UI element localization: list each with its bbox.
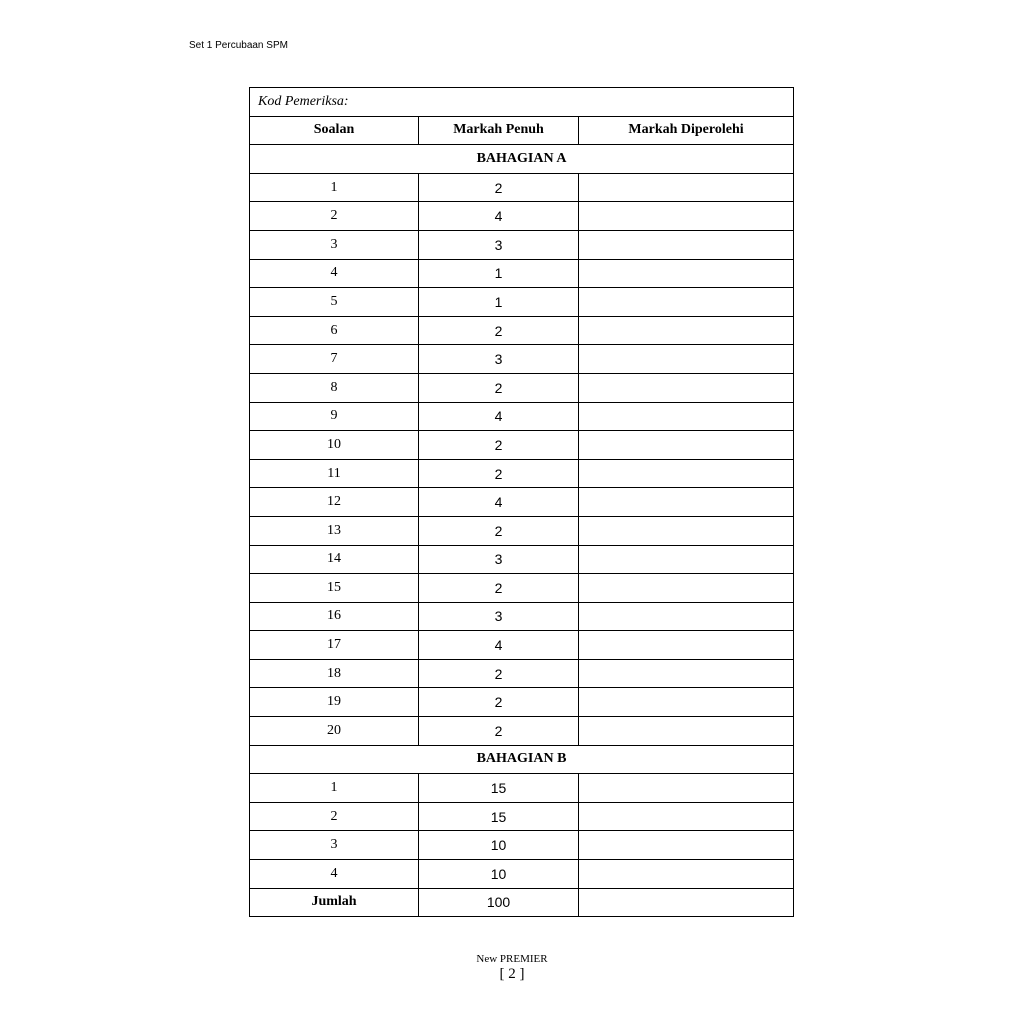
kod-pemeriksa-label: Kod Pemeriksa: <box>250 88 794 117</box>
full-marks: 2 <box>419 316 579 345</box>
obtained-marks-cell <box>579 831 794 860</box>
question-number: 6 <box>250 316 419 345</box>
question-number: 14 <box>250 545 419 574</box>
obtained-marks-cell <box>579 431 794 460</box>
full-marks: 2 <box>419 431 579 460</box>
table-row <box>250 602 794 631</box>
obtained-marks-cell <box>579 373 794 402</box>
full-marks: 1 <box>419 288 579 317</box>
question-number: 8 <box>250 373 419 402</box>
full-marks: 10 <box>419 860 579 889</box>
obtained-marks-cell <box>579 402 794 431</box>
question-number: 9 <box>250 402 419 431</box>
question-number: 15 <box>250 574 419 603</box>
full-marks: 15 <box>419 774 579 803</box>
full-marks: 1 <box>419 259 579 288</box>
running-header: Set 1 Percubaan SPM <box>189 40 288 51</box>
full-marks: 2 <box>419 574 579 603</box>
full-marks: 3 <box>419 602 579 631</box>
total-obtained-cell <box>579 888 794 917</box>
question-number: 7 <box>250 345 419 374</box>
table-row <box>250 802 794 831</box>
question-number: 19 <box>250 688 419 717</box>
obtained-marks-cell <box>579 488 794 517</box>
table-row <box>250 574 794 603</box>
table-row <box>250 717 794 746</box>
full-marks: 2 <box>419 459 579 488</box>
obtained-marks-cell <box>579 774 794 803</box>
question-number: 4 <box>250 259 419 288</box>
question-number: 3 <box>250 831 419 860</box>
question-number: 12 <box>250 488 419 517</box>
table-row <box>250 831 794 860</box>
question-number: 2 <box>250 202 419 231</box>
obtained-marks-cell <box>579 173 794 202</box>
full-marks: 2 <box>419 516 579 545</box>
question-number: 17 <box>250 631 419 660</box>
column-header-markah-diperolehi: Markah Diperolehi <box>579 116 794 145</box>
section-b-title: BAHAGIAN B <box>250 745 794 774</box>
question-number: 4 <box>250 860 419 889</box>
full-marks: 15 <box>419 802 579 831</box>
table-row <box>250 774 794 803</box>
obtained-marks-cell <box>579 717 794 746</box>
full-marks: 2 <box>419 659 579 688</box>
table-row <box>250 516 794 545</box>
section-a-title: BAHAGIAN A <box>250 145 794 174</box>
obtained-marks-cell <box>579 230 794 259</box>
obtained-marks-cell <box>579 259 794 288</box>
question-number: 18 <box>250 659 419 688</box>
obtained-marks-cell <box>579 545 794 574</box>
table-row <box>250 631 794 660</box>
obtained-marks-cell <box>579 688 794 717</box>
question-number: 1 <box>250 173 419 202</box>
question-number: 16 <box>250 602 419 631</box>
full-marks: 4 <box>419 488 579 517</box>
full-marks: 4 <box>419 202 579 231</box>
question-number: 2 <box>250 802 419 831</box>
section-a-row <box>250 145 794 174</box>
table-row <box>250 688 794 717</box>
table-row <box>250 545 794 574</box>
table-row <box>250 173 794 202</box>
full-marks: 3 <box>419 545 579 574</box>
marks-table <box>249 87 794 917</box>
footer-brand: New PREMIER <box>476 953 548 965</box>
table-row <box>250 230 794 259</box>
table-row <box>250 288 794 317</box>
total-value: 100 <box>419 888 579 917</box>
page-number: [ 2 ] <box>499 966 525 982</box>
obtained-marks-cell <box>579 860 794 889</box>
question-number: 13 <box>250 516 419 545</box>
table-row <box>250 373 794 402</box>
full-marks: 2 <box>419 717 579 746</box>
table-row <box>250 345 794 374</box>
obtained-marks-cell <box>579 516 794 545</box>
question-number: 3 <box>250 230 419 259</box>
full-marks: 10 <box>419 831 579 860</box>
obtained-marks-cell <box>579 202 794 231</box>
table-row <box>250 431 794 460</box>
full-marks: 3 <box>419 230 579 259</box>
obtained-marks-cell <box>579 659 794 688</box>
question-number: 10 <box>250 431 419 460</box>
obtained-marks-cell <box>579 316 794 345</box>
column-header-soalan: Soalan <box>250 116 419 145</box>
section-b-row <box>250 745 794 774</box>
full-marks: 2 <box>419 373 579 402</box>
table-row <box>250 488 794 517</box>
obtained-marks-cell <box>579 459 794 488</box>
table-row <box>250 202 794 231</box>
full-marks: 2 <box>419 688 579 717</box>
obtained-marks-cell <box>579 288 794 317</box>
table-row <box>250 860 794 889</box>
total-label: Jumlah <box>250 888 419 917</box>
table-row <box>250 402 794 431</box>
full-marks: 4 <box>419 631 579 660</box>
table-row <box>250 659 794 688</box>
obtained-marks-cell <box>579 345 794 374</box>
table-row <box>250 259 794 288</box>
obtained-marks-cell <box>579 802 794 831</box>
total-row <box>250 888 794 917</box>
full-marks: 2 <box>419 173 579 202</box>
table-row <box>250 459 794 488</box>
question-number: 1 <box>250 774 419 803</box>
question-number: 11 <box>250 459 419 488</box>
table-row <box>250 316 794 345</box>
column-header-row <box>250 116 794 145</box>
obtained-marks-cell <box>579 602 794 631</box>
column-header-markah-penuh: Markah Penuh <box>419 116 579 145</box>
obtained-marks-cell <box>579 574 794 603</box>
question-number: 5 <box>250 288 419 317</box>
obtained-marks-cell <box>579 631 794 660</box>
full-marks: 4 <box>419 402 579 431</box>
kod-pemeriksa-row <box>250 88 794 117</box>
question-number: 20 <box>250 717 419 746</box>
full-marks: 3 <box>419 345 579 374</box>
